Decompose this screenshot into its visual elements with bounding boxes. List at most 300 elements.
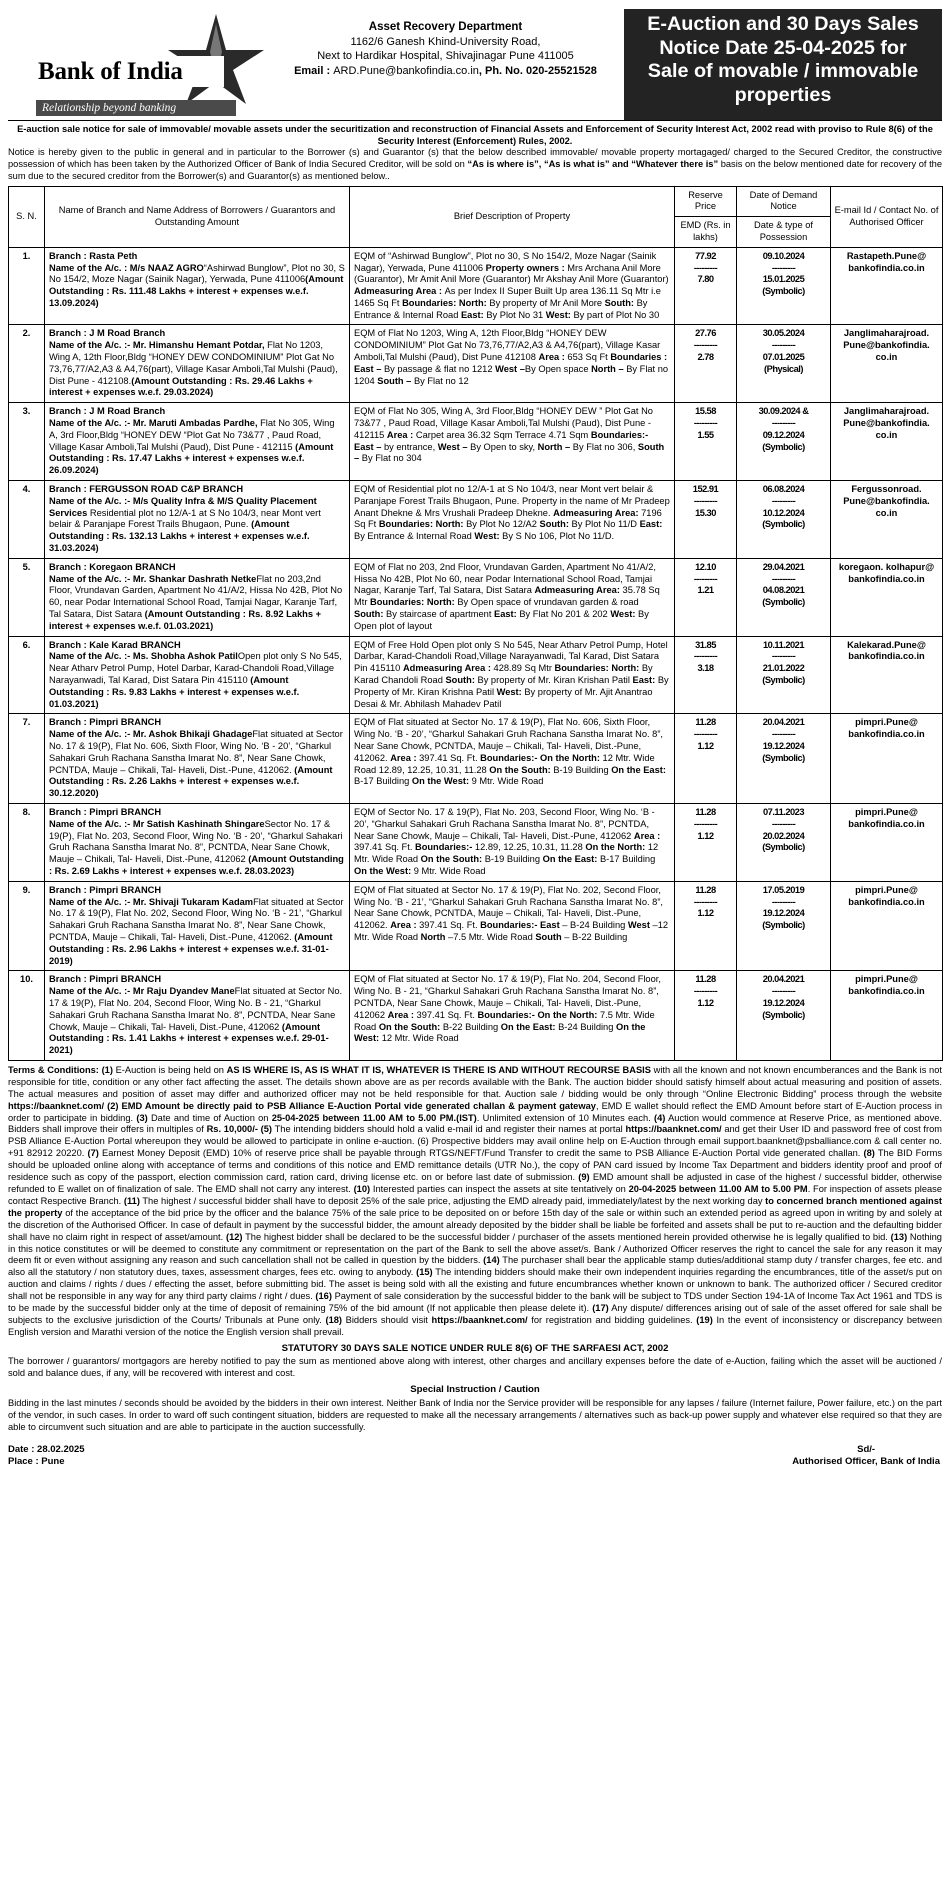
row-sno: 7. [9,714,45,804]
terms-bold: 25-04-2025 between 11.00 AM to 5.00 PM.(IST) [271,1112,477,1123]
description-bold: North [420,931,449,942]
header-email: E-mail Id / Contact No. of Authorised Officer [831,186,943,247]
terms-text: for registration and bidding guidelines. [527,1314,697,1325]
row-reserve-emd [675,803,737,881]
account-name: Name of the A/c. :- M/s Quality Infra & M/S Quality Placement Services [49,495,317,518]
row-officer-email: Fergussonroad. Pune@bankofindia. co.in [831,481,943,559]
row-reserve-emd [675,971,737,1061]
description-text: 428.89 Sq Mtr [493,663,555,674]
possession-type: (Symbolic) [762,1009,805,1020]
terms-bold: (17) [592,1303,609,1314]
amount-outstanding: (Amount Outstanding : Rs. 2.69 Lakhs + interest + expenses w.e.f. 28.03.2023) [49,854,344,876]
terms-bold: (13) [890,1231,908,1242]
emd-amount: 15.30 [695,507,716,518]
title-line: Sale of movable / immovable [647,60,919,82]
reserve-price: 27.76 [695,328,716,339]
terms-bold: (3) [136,1112,148,1123]
terms-text: Nothing in this notice constitutes or will be deemed to constitute any commitment or representation on the part of the Bank to sell the above asset/s. Bank / Authorized Officer reserves the right to cancel the sale for any reason it may deem fit or even without assigning any reason and such cancellation shall not be called in question by the bidders. [8,1231,942,1266]
description-bold: Area : [633,830,661,841]
row-officer-email: pimpri.Pune@ bankofindia.co.in [831,803,943,881]
row-officer-email: pimpri.Pune@ bankofindia.co.in [831,971,943,1061]
terms-text: Payment of sale consideration by the successful bidder to the bank will be subject to TDS under Section 194-1A of Income Tax Act 1961 and TDS is to be made by the successful bidder only at the time of deposit of remaining 75% of the bid amount (If not applicable then please delete it). [8,1291,943,1314]
branch-name: Branch : Koregaon BRANCH [49,561,176,572]
special-instruction-text: Bidding in the last minutes / seconds should be avoided by the bidders in their own interest. Neither Bank of India nor the Service provider will be responsible for any lapses / failure (Internet failure, Power failure, etc.) on the part of the vendor, in such cases. In order to ward off such contingent situation, bidders are requested to make all the necessary arrangements / alternatives such as back-up power supply and whatever else required so that they are able to circumvent such situation and are able to participate in the auction successfully. [8,1397,942,1432]
table-row [9,481,943,559]
table-header-row [9,186,943,217]
header-branch: Name of Branch and Name Address of Borrowers / Guarantors and Outstanding Amount [45,186,350,247]
description-text: 397.41 Sq. Ft. [416,1009,478,1020]
description-text: By Flat no 306, [572,441,638,452]
row-officer-email: Kalekarad.Pune@ bankofindia.co.in [831,636,943,714]
separator-dash: --------- [693,340,718,351]
possession-date: 04.08.2021 [762,585,805,596]
description-text: EQM of “Ashirwad Bunglow”, Plot no 30, S No 154/2, Moze Nagar (Sainik Nagar), Yerwada, Pune 411006 [354,250,657,273]
description-bold: Area : [538,352,568,363]
description-text: 397.41 Sq. Ft. [419,752,481,763]
row-officer-email: koregaon. kolhapur@ bankofindia.co.in [831,558,943,636]
description-text: By Plot No 31 [486,309,546,320]
terms-text: EMD amount shall be adjusted in case of the highest / successful bidder, otherwise refunded to E wallet on of finalization of sale. The EMD shall not carry any interest. [8,1172,942,1194]
terms-text: The intending bidders should hold a valid e-mail id and register their names at portal [272,1124,626,1135]
notice-footer [8,1444,942,1482]
emd-amount: 1.12 [697,908,714,919]
terms-bold: (19) [696,1314,713,1325]
row-description [350,636,675,714]
description-text: By part of Plot No 30 [573,309,660,320]
header-description: Brief Description of Property [350,186,675,247]
separator-dash: --------- [693,986,718,997]
row-reserve-emd [675,714,737,804]
terms-text: , EMD E wallet should reflect the EMD Amount before start of E-Auction process in order to participate in bidding. [8,1100,942,1123]
description-text: By Property of Mr. Kiran Krishna Patil [354,675,669,697]
row-sno: 5. [9,558,45,636]
description-bold: East: [460,309,487,320]
amount-outstanding: (Amount Outstanding : Rs. 111.48 Lakhs + interest + expenses w.e.f. 13.09.2024) [49,274,344,308]
description-text: EQM of Flat situated at Sector No. 17 & 19(P), Flat No. 204, Second Floor, Wing No. B - 21, “Gharkul Sahakari Gruh Rachana Sanstha Imarat No. 8”, PCNTDA, Near Sane Chowk, Mauje – Chikali, Tal- Haveli, Dist.-Pune, 412062 [354,974,661,1020]
row-dates [737,636,831,714]
intro-notice [8,147,942,182]
description-text: By Open plot of layout [354,609,649,631]
description-bold: Boundaries: North: [370,597,458,608]
emd-amount: 1.12 [697,997,714,1008]
separator-dash: --------- [771,262,796,273]
account-name: Name of the A/c. : M/s NAAZ AGRO [49,262,204,273]
description-text: 35.78 Sq Mtr [354,585,660,608]
description-text: 7.5 Mtr. Wide Road [354,1009,655,1032]
properties-table [8,186,943,1061]
description-bold: South: [354,609,387,620]
row-description [350,803,675,881]
row-description [350,403,675,481]
authorised-officer: Authorised Officer, Bank of India [792,1456,940,1468]
description-text: By Open space [524,363,592,374]
description-text: By Open to sky, [470,441,538,452]
description-bold: West [627,920,653,931]
intro-heading: E-auction sale notice for sale of immovable/ movable assets under the securitization and reconstruction of Financial Assets and Enforcement of Security Interest Act, 2002 read with proviso to Rule 8(6) of the Security Interest (Enforcement) Rules, 2002. [17,124,933,146]
account-name: Name of the A/c. :- Mr Raju Dyandev Mane [49,986,235,997]
description-bold: Boundaries: North: [554,663,642,674]
description-text: By Entrance & Internal Road [354,531,475,542]
possession-type: (Symbolic) [762,519,805,530]
emd-amount: 1.12 [697,830,714,841]
header-reserve-price: Reserve Price [675,186,737,217]
row-reserve-emd [675,247,737,325]
account-line [49,496,345,555]
description-text: By passage & flat no 1212 [383,363,496,374]
separator-dash: --------- [771,986,796,997]
possession-type: (Symbolic) [762,920,805,931]
description-bold: On the South: [489,764,554,775]
phone-value: 020-25521528 [525,65,597,78]
borrower-address: Flat situated at Sector No. 17 & 19(P), Flat No. 606, Sixth Floor, Wing No. ‘B - 20’, “Gharkul Sahakari Gruh Rachana Sanstha Imarat No. 8”, Near Sane Chowk, PCNTDA, Mauje – Chikali, Tal- Haveli, Dist.-Pune, 412062. [49,729,343,775]
notice-header [8,8,942,121]
row-sno: 9. [9,881,45,971]
description-bold: Admeasuring Area : [402,663,494,674]
account-line [49,819,345,878]
account-name: Name of the A/c. :- Ms. Shobha Ashok Patil [49,651,238,662]
terms-and-conditions [8,1065,942,1339]
row-description [350,481,675,559]
terms-bold: (15) [416,1267,433,1278]
statutory-heading: STATUTORY 30 DAYS SALE NOTICE UNDER RULE 8(6) OF THE SARFAESI ACT, 2002 [281,1342,669,1354]
branch-name: Branch : FERGUSSON ROAD C&P BRANCH [49,484,244,495]
table-row [9,971,943,1061]
row-sno: 1. [9,247,45,325]
description-text: EQM of Flat no 203, 2nd Floor, Vrundavan Garden, Apartment No 41/A/2, Hissa No 42B, Plot No 60, near Podar International School Road, Tamjai Nagar, Karanje Tarf, Tal Satara, Dist Satara [354,561,656,596]
title-line: properties [734,83,832,106]
branch-name: Branch : Kale Karad BRANCH [49,639,181,650]
demand-notice-date: 09.10.2024 [762,250,805,261]
terms-text: with all the known and not known encumberances and the Bank is not responsible for title, condition or any other fact affecting the asset. The details shown above are as per records available with the Bank. The auction bidder should satisfy himself about actual measuring and position of assets. The actual measures and position of asset may differ and authorized officer may not be held responsible for that. Auction sale / bidding would be only through “Online Electronic Bidding” process through the website [8,1064,942,1099]
demand-notice-date: 20.04.2021 [762,717,805,728]
row-description [350,325,675,403]
description-bold: Area : [390,752,420,763]
separator-dash: --------- [771,418,796,429]
reserve-price: 11.28 [695,717,716,728]
table-row [9,636,943,714]
emd-amount: 2.78 [697,352,714,363]
row-reserve-emd [675,403,737,481]
description-bold: On the North: [585,842,648,853]
row-officer-email: Rastapeth.Pune@ bankofindia.co.in [831,247,943,325]
reserve-price: 12.10 [695,561,716,572]
branch-name: Branch : Pimpri BRANCH [49,974,162,985]
amount-outstanding: (Amount Outstanding : Rs. 8.92 Lakhs + interest + expenses w.e.f. 01.03.2021) [49,609,321,631]
description-bold: South: [604,297,637,308]
description-bold: On the South: [420,854,485,865]
header-demand-notice: Date of Demand Notice [737,186,831,217]
description-text: B-17 Building [599,854,656,865]
possession-date: 19.12.2024 [762,997,805,1008]
table-row [9,325,943,403]
contact-line [273,64,618,79]
row-reserve-emd [675,481,737,559]
description-bold: West: [474,531,503,542]
terms-text: In the event of inconsistency or discrepancy between English version and Marathi version of the notice the English version shall prevail. [8,1314,942,1337]
row-dates [737,971,831,1061]
row-officer-email: pimpri.Pune@ bankofindia.co.in [831,714,943,804]
terms-bold: (10) [353,1183,371,1194]
description-bold: On the East: [611,764,666,775]
description-bold: On the West: [411,776,472,787]
description-text: EQM of Sector No. 17 & 19(P), Flat No. 203, Second Floor, Wing No. ‘B - 20’, “Gharkul Sahakari Gruh Rachana Sanstha Imarat No. 8”, PCNTDA, Near Sane Chowk, Mauje – Chikali, Tal- Haveli, Dist.-Pune, 412062 [354,806,655,841]
terms-bold: 20-04-2025 between 11.00 AM to 5.00 PM [628,1183,808,1194]
demand-notice-date: 30.05.2024 [762,328,805,339]
description-text: – B-24 Building [562,920,628,931]
possession-date: 21.01.2022 [762,663,805,674]
description-bold: West: [496,686,525,697]
description-text: EQM of Flat situated at Sector No. 17 & 19(P), Flat No. 202, Second Floor, Wing No. ‘B - 21’, “Gharkul Sahakari Gruh Rachana Sanstha Imarat No. 8”, Near Sane Chowk, PCNTDA, Mauje – Chikali, Tal- Haveli, Dist.-Pune, 412062. [354,884,663,931]
description-bold: Area : [390,920,420,931]
separator-dash: --------- [693,651,718,662]
amount-outstanding: (Amount Outstanding : Rs. 1.41 Lakhs + interest + expenses w.e.f. 29-01-2021) [49,1021,329,1056]
row-branch-cell [45,714,350,804]
terms-bold: (14) [483,1255,500,1266]
account-line [49,651,345,710]
header-possession: Date & type of Possession [737,217,831,248]
description-text: 397.41 Sq. Ft. [354,842,415,853]
table-row [9,881,943,971]
account-line [49,897,345,968]
table-row [9,247,943,325]
possession-date: 10.12.2024 [762,507,805,518]
reserve-price: 15.58 [695,406,716,417]
terms-bold: (11) [123,1195,140,1206]
terms-text: of the acceptance of the bid price by the officer and the balance 75% of the sale price to be deposited on or before 15th day of the sale or within such an extended period as agreed upon in writing by and solely at the discretion of the Authorised Officer. In case of default in payment by the successful bidder, the amount already deposited by the bidder shall be liable be forfeited and assets shall be put to re-auction and the defaulting bidder shall have no claim right in respect of asset/amount. [8,1207,942,1242]
emd-amount: 1.55 [697,429,714,440]
possession-date: 19.12.2024 [762,740,805,751]
description-text: EQM of Residential plot no 12/A-1 at S No 104/3, near Mont vert belair & Paranjape Forest Trails Bhugaon, Pune. Property in the name of Mr Pradeep Anant Dhekne & Mrs Vrushali Pradeep Dhekne. [354,484,670,518]
description-text: 12 Mtr. Wide Road [381,1033,459,1044]
description-bold: Boundaries: North: [402,297,490,308]
terms-bold: Terms & Conditions: (1) [8,1064,116,1075]
borrower-address: Flat situated at Sector No. 17 & 19(P), Flat No. 204, Second Floor, Wing No. B - 21, “Gharkul Sahakari Gruh Rachana Sanstha Imarat No. 8”, PCNTDA, Near Sane Chowk, Mauje – Chikali, Tal- Haveli, Dist.-Pune, 412062 [49,986,343,1032]
terms-text: The intending bidders should make their own independent inquiries regarding the encumbrances, title of the asset/s put on auction and claims / rights / dues / effecting the asset, before submitting bid. The asset is being sold with all the existing and future encumbrances whether known or unknown to bank. The authorized officer / Secured creditor shall not be responsible in any way for any third party claims / right / dues. [8,1267,942,1302]
branch-name: Branch : Pimpri BRANCH [49,717,162,728]
separator-dash: --------- [693,418,718,429]
description-text: EQM of Flat No 305, Wing A, 3rd Floor,Bldg “HONEY DEW ” Plot Gat No 73&77 , Paud Road, Village Kasar Amboli,Tal Mulshi (Paud), Dist Pune - 412115 [354,406,653,440]
demand-notice-date: 29.04.2021 [762,561,805,572]
description-text: By property of Mr Anil More [489,297,605,308]
terms-bold: https://baanknet.com/ [431,1314,528,1325]
title-line: Notice Date 25-04-2025 for [659,36,907,59]
account-line [49,729,345,800]
separator-dash: --------- [771,729,796,740]
account-name: Name of the A/c. :- Mr. Maruti Ambadas Pardhe, [49,418,258,429]
separator-dash: --------- [771,651,796,662]
amount-outstanding: (Amount Outstanding : Rs. 17.47 Lakhs + interest + expenses w.e.f. 26.09.2024) [49,441,334,476]
account-line [49,574,345,633]
description-text: B-19 Building [553,764,612,775]
footer-date-place [8,1444,85,1469]
row-officer-email: Janglimaharajroad. Pune@bankofindia. co.in [831,403,943,481]
email-value: ARD.Pune@bankofindia.co.in [333,65,479,78]
separator-dash: --------- [771,340,796,351]
borrower-address: Flat No 305, Wing A, 3rd Floor,Bldg “HONEY DEW “Plot Gat No 73&77 , Paud Road, Village Kasar Amboli,Tal Mulshi (Paud), Dist Pune - 412115 [49,418,335,452]
phone-label: , Ph. No. [478,65,526,78]
description-bold: Admeasuring Area : [354,286,445,297]
table-body [9,247,943,1060]
terms-bold: (7) [87,1148,99,1159]
description-text: As per Index II Super Built Up area 136.11 Sq Mtr i.e 1465 Sq Ft [354,286,661,308]
terms-bold: (9) [578,1172,590,1183]
description-text: 12 Mtr. Wide Road [354,842,659,865]
borrower-address: Sector No. 17 & 19(P), Flat No. 203, Second Floor, Wing No. ‘B - 20’, “Gharkul Sahakari Gruh Rachana Sanstha Imarat No. 8”, PCNTDA, Near Sane Chowk, Mauje – Chikali, Tal- Haveli, Dist.-Pune, 412062 [49,818,343,865]
signature-block [792,1444,940,1469]
row-branch-cell [45,325,350,403]
row-reserve-emd [675,881,737,971]
reserve-price: 31.85 [695,639,716,650]
description-text: By Plot No 11/D [571,519,640,530]
description-text: By property of Mr. Ajit Anantrao Desai & Mr. Abhilash Mahadev Patil [354,686,653,709]
description-text: By Flat no 12 [413,375,469,386]
branch-name: Branch : J M Road Branch [49,328,166,339]
header-sno: S. N. [9,186,45,247]
row-officer-email: Janglimaharajroad. Pune@bankofindia. co.in [831,325,943,403]
terms-bold: https://baanknet.com/ (2) EMD Amount be directly paid to PSB Alliance E-Auction Portal vide generated challan & payment gateway [8,1100,596,1111]
header-emd: EMD (Rs. in lakhs) [675,217,737,248]
borrower-address: Flat situated at Sector No. 17 & 19(P), Flat No. 202, Second Floor, Wing No. ‘B - 21’, “Gharkul Sahakari Gruh Rachana Sanstha Imarat No. 8”, Near Sane Chowk, PCNTDA, Mauje – Chikali, Tal- Haveli, Dist.-Pune, 412062. [49,896,344,942]
notice-bold-text: “As is where is”, “As is what is” and “Whatever there is” [467,159,719,170]
table-row [9,558,943,636]
notice-title-box [624,9,942,120]
demand-notice-date: 20.04.2021 [762,974,805,985]
statutory-text: The borrower / guarantors/ mortgagors are hereby notified to pay the sum as mentioned above along with interest, other charges and ancillary expenses before the date of e-Auction, failing which the asset will be auctioned / sold and balance dues, if any, will be recovered with interest and cost. [8,1356,942,1379]
account-name: Name of the A/c. :- Mr. Shankar Dashrath Netke [49,573,257,584]
description-text: By Flat no 1204 [354,363,669,386]
row-officer-email: pimpri.Pune@ bankofindia.co.in [831,881,943,971]
account-line [49,986,345,1057]
row-sno: 4. [9,481,45,559]
terms-text: Any dispute/ differences arising out of sale of the asset offered for sale shall be subjects to the exclusive jurisdiction of the Courts/ Tribunals at Pune only. [8,1303,943,1325]
account-name: Name of the A/c. :- Mr. Ashok Bhikaji Ghadage [49,729,253,740]
possession-date: 20.02.2024 [762,830,805,841]
table-row [9,403,943,481]
description-text: By Flat No 201 & 202 [519,609,611,620]
row-description [350,247,675,325]
description-bold: Boundaries : East – [354,352,668,374]
terms-text: . For inspection of assets please contact Respective Branch. [8,1183,942,1206]
description-bold: East: [639,519,663,530]
description-text: 12 Mtr. Wide Road 12.89, 12.25, 10.31, 11.28 [354,752,655,775]
special-instruction-heading: Special Instruction / Caution [410,1384,540,1396]
header-divider [8,120,942,121]
description-bold: Boundaries: North: [378,519,467,530]
reserve-price: 152.91 [692,484,719,495]
row-dates [737,714,831,804]
department-name: Asset Recovery Department [368,21,523,33]
emd-amount: 1.12 [697,740,714,751]
address-line-2: Next to Hardikar Hospital, Shivajinagar Pune 411005 [317,50,574,63]
terms-text: Auction would commence at Reserve Price, as mentioned above. Bidders shall improve their offers in multiples of [8,1112,943,1135]
description-bold: Area : [387,1009,417,1020]
row-branch-cell [45,247,350,325]
row-sno: 3. [9,403,45,481]
description-text: 7196 Sq Ft [354,507,662,530]
description-bold: Admeasuring Area: [553,507,642,518]
borrower-address: Open plot only S No 545, Near Atharv Petrol Pump, Hotel Darbar, Karad-Chandoli Road,Village Narayanwadi, Tal Karad, Dist Satara Pin 415110 [49,651,342,685]
notice-text: Notice is hereby given to the public in general and in particular to the Borrower (s) and Guarantor (s) that the below described immovable/ movable property mortagaged/ charged to the Secured Creditor, the constructive possession of which has been taken by the Authorized Officer of Bank of India Secured Creditor, will be sold on [8,147,942,170]
demand-notice-date: 07.11.2023 [762,806,805,817]
description-text: Mrs Archana Anil More (Guarantor), Mr Amit Anil More (Guarantor) Mr Akshay Anil More (Guarantor) [354,262,669,285]
bank-logo [24,12,274,118]
table-row [9,803,943,881]
description-text: EQM of Flat No 1203, Wing A, 12th Floor,Bldg “HONEY DEW CONDOMINIUM” Plot Gat No 73,76,77/A2,A3 & A4,76(part), Village Kasar Amboli,Tal Mulshi (Paud), Dist Pune 412108 [354,328,661,363]
row-sno: 6. [9,636,45,714]
description-bold: East: [632,675,658,685]
terms-text: The highest / successful bidder shall have to deposit 25% of the sale price, adjusting the EMD already paid, immediately/latest by the next working day [139,1195,766,1206]
description-bold: Boundaries:- On the North: [477,1009,600,1020]
terms-text: E-Auction is being held on [115,1064,227,1075]
row-dates [737,325,831,403]
reserve-price: 11.28 [695,884,716,895]
separator-dash: --------- [771,573,796,584]
description-text: B-24 Building [558,1021,616,1032]
description-bold: South: [445,675,478,685]
row-reserve-emd [675,636,737,714]
description-text: EQM of Free Hold Open plot only S No 545, Near Atharv Petrol Pump, Hotel Darbar, Karad-Chandoli Road,Village Narayanwadi, Tal Karad, Dist Satara Pin 415110 [354,639,668,674]
separator-dash: --------- [771,818,796,829]
row-reserve-emd [675,558,737,636]
row-description [350,558,675,636]
description-bold: On the East: [542,854,600,865]
intro-section [8,124,942,183]
description-bold: North – [591,363,627,374]
row-description [350,714,675,804]
branch-name: Branch : Pimpri BRANCH [49,884,162,895]
terms-text: The BID Forms should be uploaded online along with acceptance of terms and conditions of this notice and EMD remittance details (UTR No.), the copy of PAN card issued by Income Tax Department and bidders identity proof and proof of residence such as copy of the passport, election commission card, ration card, driving license etc. on or before last date of submission. [8,1148,943,1183]
account-line [49,263,345,310]
terms-text: Earnest Money Deposit (EMD) 10% of reserve price shall be payable through RTGS/NEFT/Fund Transfer to credit the same to PSB Alliance E-Auction Portal vide generated challan. [98,1148,864,1159]
row-branch-cell [45,803,350,881]
possession-date: 07.01.2025 [762,352,805,363]
terms-bold: (18) [325,1314,343,1325]
logo-tagline: Relationship beyond banking [36,100,236,116]
emd-amount: 3.18 [697,663,714,674]
description-bold: West: [610,609,639,620]
description-bold: On the West: [354,865,414,876]
row-dates [737,481,831,559]
terms-text: . Unlimited extension of 10 Minutes each. [476,1112,654,1123]
description-text: By Karad Chandoli Road [354,663,653,685]
notice-date: Date : 28.02.2025 [8,1443,85,1455]
description-text: By Flat no 304 [361,453,422,464]
description-bold: Property owners : [485,262,568,273]
description-text: By staircase of apartment [386,609,495,620]
description-bold: South – [354,441,665,464]
description-bold: Admeasuring Area: [534,585,623,596]
email-label: Email : [294,65,334,78]
row-description [350,971,675,1061]
row-dates [737,558,831,636]
account-line [49,340,345,399]
separator-dash: --------- [693,262,718,273]
row-dates [737,881,831,971]
description-text: B-17 Building [354,776,412,787]
terms-bold: (12) [225,1231,243,1242]
row-description [350,881,675,971]
description-bold: Boundaries:- On the North: [480,752,603,763]
description-text: By Plot No 12/A2 [466,519,540,530]
demand-notice-date: 17.05.2019 [762,884,805,895]
description-text: 9 Mtr. Wide Road [471,776,544,787]
notice-place: Place : Pune [8,1456,65,1468]
description-bold: East: [494,609,520,620]
reserve-price: 11.28 [695,974,716,985]
description-text: –12 Mtr. Wide Road [354,920,669,942]
amount-outstanding: (Amount Outstanding : Rs. 2.96 Lakhs + interest + expenses w.e.f. 31-01-2019) [49,931,333,966]
description-text: 397.41 Sq. Ft. [419,920,481,931]
